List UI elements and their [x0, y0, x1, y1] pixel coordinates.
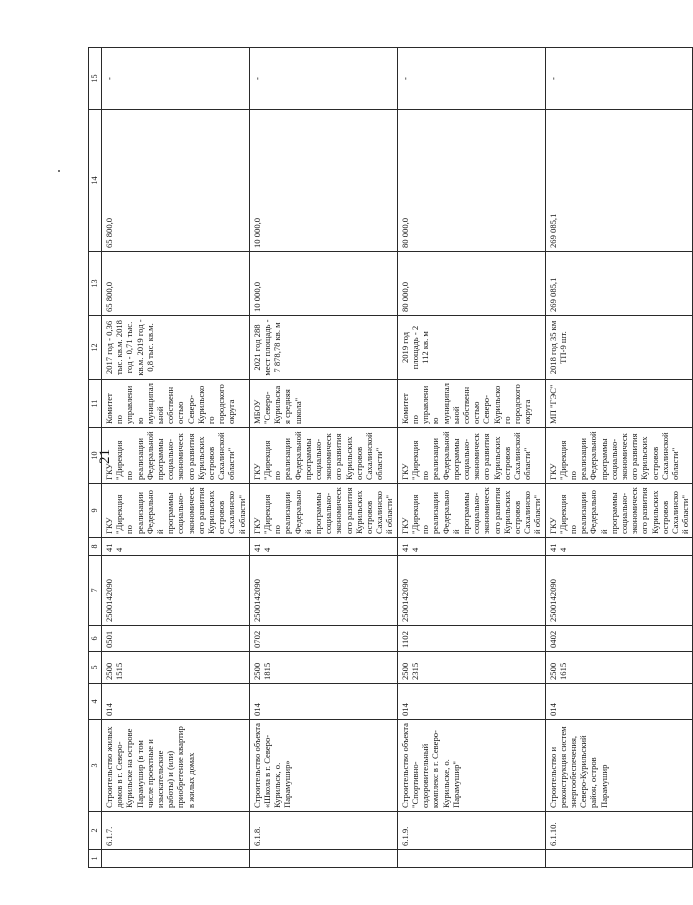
code-col4: 014: [249, 684, 397, 720]
developer: ГКУ "Дирекция по реализации Федеральной программы социально-экономического развития Курильских островов Сахалинской области": [249, 428, 397, 484]
item-name: Строительство объекта "Спортивно-оздоровительный комплекс в г. Северо-Курильске, о. Парамушир": [397, 720, 545, 812]
total-amount: 80 000,0: [397, 252, 545, 316]
header-cell: 2: [89, 812, 102, 850]
table-row: [397, 48, 545, 868]
budget-amount: 10 000,0: [249, 110, 397, 252]
total-amount: 269 085,1: [545, 252, 693, 316]
program-table: [88, 47, 693, 868]
other-amount: -: [249, 48, 397, 110]
operator: МП "ГЭС": [545, 380, 693, 428]
customer: ГКУ "Дирекция по реализации Федеральной программы социально-экономического развития Курильских островов Сахалинской области": [545, 484, 693, 538]
developer: ГКУ "Дирекция по реализации Федеральной программы социально-экономического развития Курильских островов Сахалинской области": [397, 428, 545, 484]
header-cell: 13: [89, 252, 102, 316]
code-col6: 0702: [249, 626, 397, 652]
code-col4: 014: [102, 684, 250, 720]
empty-cell: [397, 850, 545, 868]
budget-amount: 65 800,0: [102, 110, 250, 252]
customer: ГКУ "Дирекция по реализации Федеральной программы социально-экономического развития Курильских островов Сахалинской области": [102, 484, 250, 538]
header-cell: 1: [89, 850, 102, 868]
code-col4: 014: [397, 684, 545, 720]
empty-cell: [249, 850, 397, 868]
table-row: [249, 48, 397, 868]
code-col8: 414: [249, 538, 397, 556]
total-amount: 10 000,0: [249, 252, 397, 316]
other-amount: -: [545, 48, 693, 110]
code-col4: 014: [545, 684, 693, 720]
item-number: 6.1.9.: [397, 812, 545, 850]
other-amount: -: [397, 48, 545, 110]
header-cell: 7: [89, 556, 102, 626]
header-cell: 9: [89, 484, 102, 538]
header-cell: 8: [89, 538, 102, 556]
rotated-table-wrapper: [88, 48, 691, 868]
capacity-term: 2019 год площадь - 2 112 кв. м: [397, 316, 545, 380]
developer: ГКУ "Дирекция по реализации Федеральной программы социально-экономического развития Курильских островов Сахалинской области": [545, 428, 693, 484]
capacity-term: 2018 год 35 км ТП-9 шт.: [545, 316, 693, 380]
code-col8: 414: [102, 538, 250, 556]
code-col6: 1102: [397, 626, 545, 652]
capacity-term: 2021 год 288 мест площадь - 7 878,78 кв. м: [249, 316, 397, 380]
code-col7: 2500142090: [545, 556, 693, 626]
scan-speck: [58, 170, 60, 172]
header-cell: 5: [89, 652, 102, 684]
code-col6: 0501: [102, 626, 250, 652]
empty-cell: [102, 850, 250, 868]
total-amount: 65 800,0: [102, 252, 250, 316]
header-row: [89, 48, 102, 868]
other-amount: -: [102, 48, 250, 110]
item-name: Строительство и реконструкция систем энергообеспечения, Северо-Курильский район, остров Парамушир: [545, 720, 693, 812]
customer: ГКУ "Дирекция по реализации Федеральной программы социально-экономического развития Курильских островов Сахалинской области": [249, 484, 397, 538]
code-col6: 0402: [545, 626, 693, 652]
header-cell: 12: [89, 316, 102, 380]
header-cell: 3: [89, 720, 102, 812]
operator: МБОУ "Северо-Курильская средняя школа": [249, 380, 397, 428]
item-name: Строительство объекта «Школа в г. Северо-Курильск, о. Парамушир»: [249, 720, 397, 812]
budget-amount: 269 085,1: [545, 110, 693, 252]
item-number: 6.1.7.: [102, 812, 250, 850]
table-row: [545, 48, 693, 868]
code-col7: 2500142090: [249, 556, 397, 626]
code-col7: 2500142090: [102, 556, 250, 626]
code-col5: 2500 1815: [249, 652, 397, 684]
header-cell: 14: [89, 110, 102, 252]
code-col5: 2500 1515: [102, 652, 250, 684]
operator: Комитет по управлению муниципальной собственностью Северо-Курильского городского округа: [102, 380, 250, 428]
header-cell: 15: [89, 48, 102, 110]
header-cell: 4: [89, 684, 102, 720]
item-number: 6.1.8.: [249, 812, 397, 850]
code-col8: 414: [545, 538, 693, 556]
code-col5: 2500 1615: [545, 652, 693, 684]
developer: ГКУ "Дирекция по реализации Федеральной программы социально-экономического развития Курильских островов Сахалинской области": [102, 428, 250, 484]
code-col7: 2500142090: [397, 556, 545, 626]
empty-cell: [545, 850, 693, 868]
page-number: 21: [97, 449, 113, 464]
operator: Комитет по управлению муниципальной собственностью Северо-Курильского городского округа: [397, 380, 545, 428]
code-col5: 2500 2315: [397, 652, 545, 684]
item-number: 6.1.10.: [545, 812, 693, 850]
capacity-term: 2017 год - 0,36 тыс. кв.м. 2018 год - 0,71 тыс. кв.м. 2019 год - 0,8 тыс. кв.м.: [102, 316, 250, 380]
budget-amount: 80 000,0: [397, 110, 545, 252]
customer: ГКУ "Дирекция по реализации Федеральной программы социально-экономического развития Курильских островов Сахалинской области": [397, 484, 545, 538]
table-row: [102, 48, 250, 868]
item-name: Строительство жилых домов в г. Северо-Курильске на острове Парамушир (в том числе проектные и изыскательские работы) и (или) приобретение квартир в жилых домах: [102, 720, 250, 812]
code-col8: 414: [397, 538, 545, 556]
header-cell: 11: [89, 380, 102, 428]
header-cell: 6: [89, 626, 102, 652]
header-cell: 10: [89, 428, 102, 484]
